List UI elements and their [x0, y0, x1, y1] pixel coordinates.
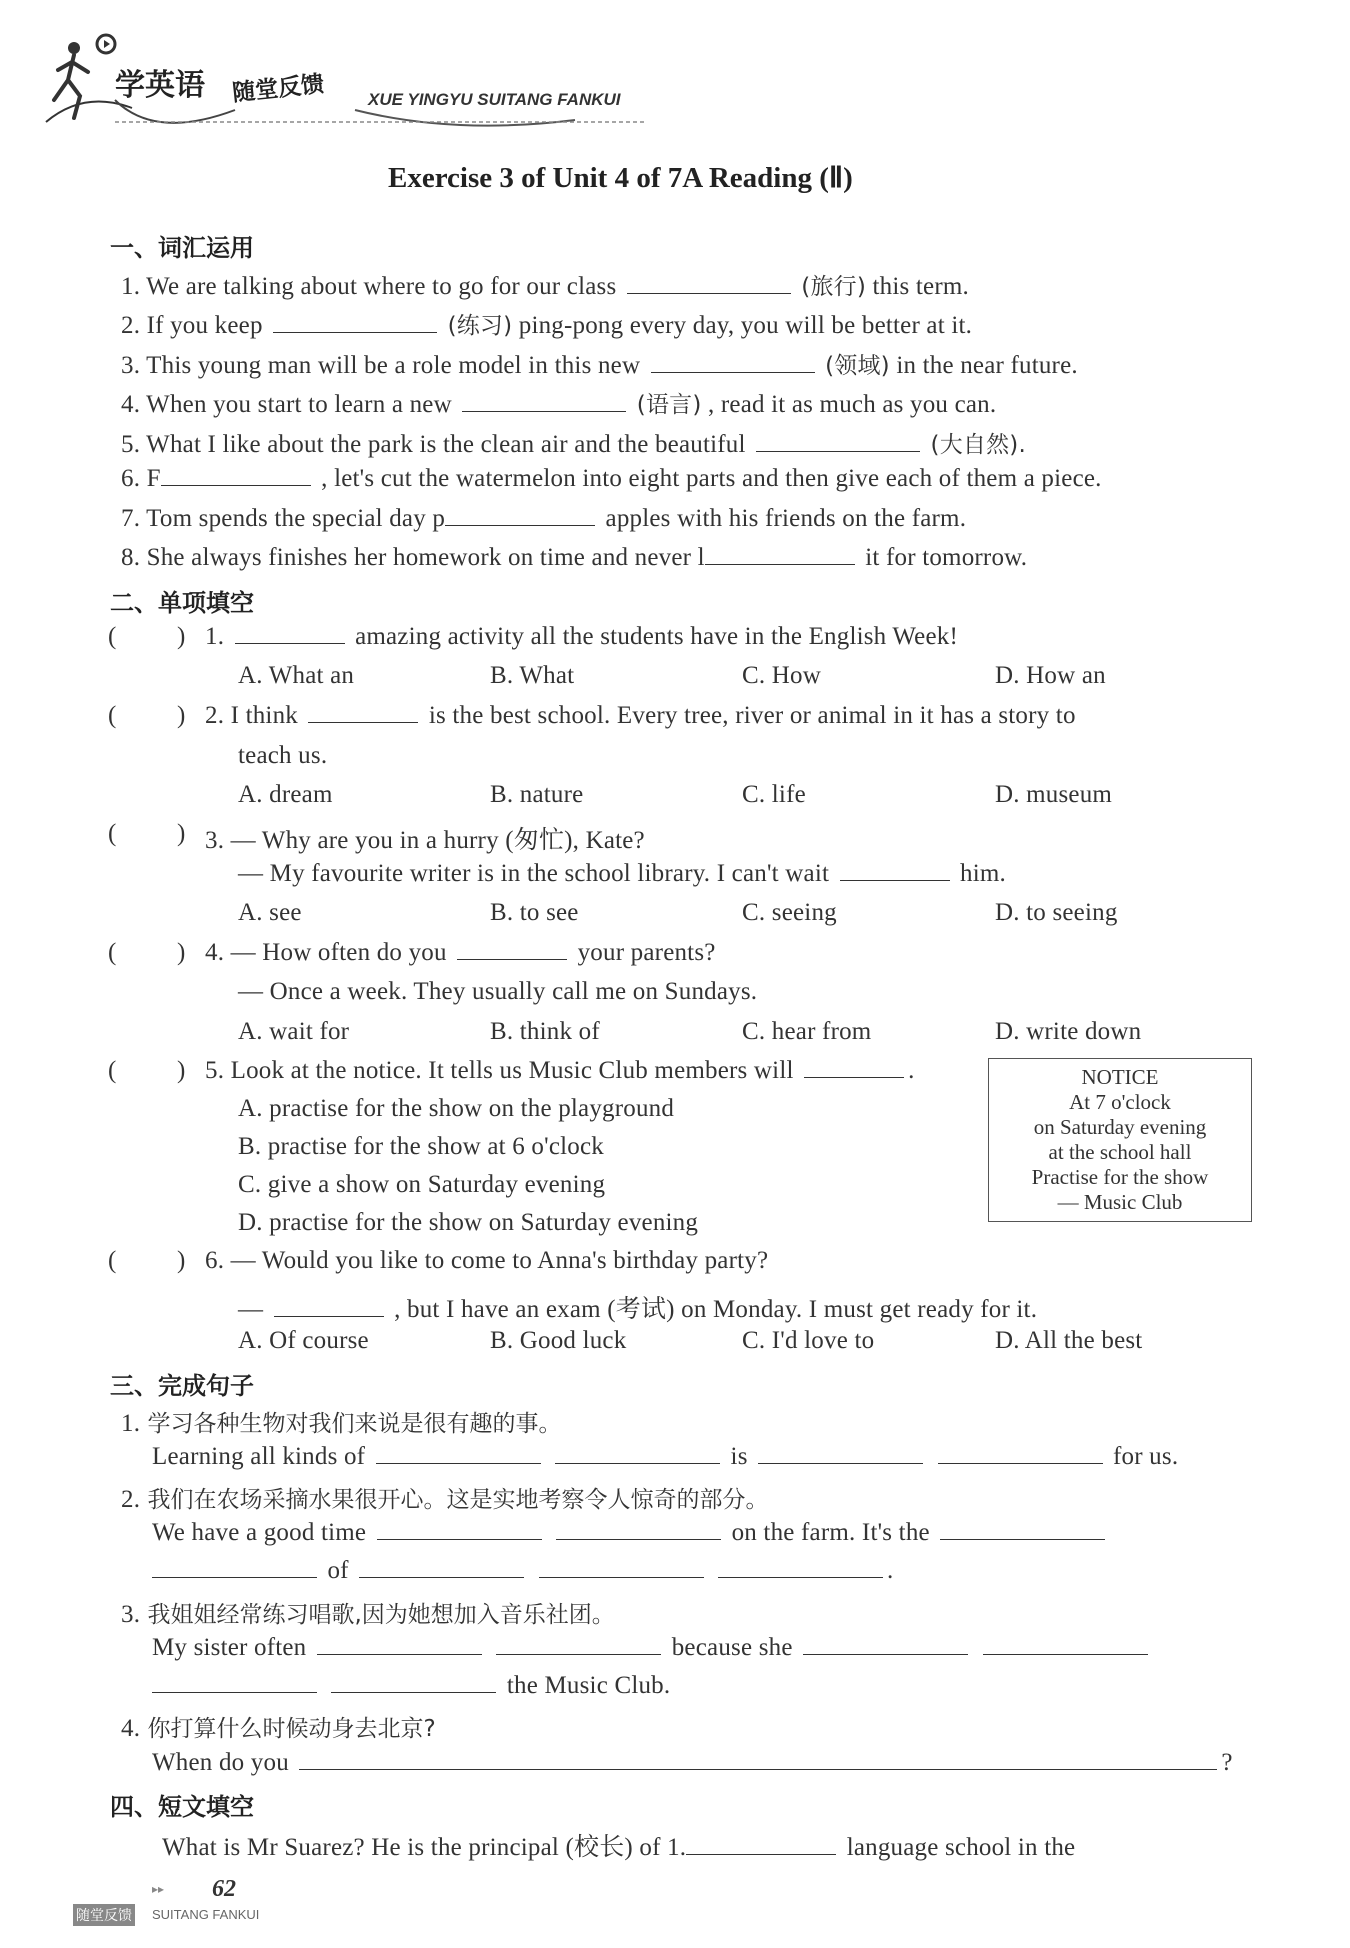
header-en-title: XUE YINGYU SUITANG FANKUI	[368, 90, 621, 109]
question-text: This young man will be a role model in this new	[146, 352, 641, 379]
header-cn-subtitle: 随堂反馈	[231, 71, 326, 107]
chinese-prompt	[121, 1710, 436, 1743]
question-row	[205, 1057, 915, 1085]
question-number: 1.	[205, 623, 225, 650]
chinese-prompt	[121, 1405, 561, 1438]
question-row	[121, 544, 1027, 572]
sentence-text: on the farm. It's the	[731, 1519, 930, 1546]
footer-en-text: SUITANG FANKUI	[152, 1907, 260, 1922]
option-c[interactable]: C. How	[742, 662, 821, 689]
question-number: 4.	[121, 391, 141, 418]
question-text: ping-pong every day, you will be better at it.	[518, 312, 973, 339]
arrow-icon: ▸▸	[152, 1882, 165, 1896]
page-title: Exercise 3 of Unit 4 of 7A Reading (Ⅱ)	[388, 162, 853, 194]
sentence-text: When do you	[152, 1749, 289, 1776]
question-row	[205, 623, 958, 651]
question-row	[238, 1289, 1037, 1325]
answer-blank[interactable]	[983, 1653, 1148, 1655]
answer-blank[interactable]	[496, 1653, 661, 1655]
passage-text: language school in the	[846, 1834, 1076, 1861]
question-text: your parents?	[577, 939, 716, 966]
question-number: 8.	[121, 544, 141, 571]
sentence-text: because she	[671, 1634, 793, 1661]
answer-row	[152, 1749, 1233, 1777]
question-text: teach us.	[238, 742, 328, 769]
notice-title: NOTICE	[1081, 1065, 1159, 1089]
answer-paren-right[interactable]: )	[177, 1057, 186, 1084]
option-a[interactable]: A. see	[238, 899, 302, 926]
option-d[interactable]: D. practise for the show on Saturday evening	[238, 1209, 699, 1236]
option-b[interactable]: B. think of	[490, 1018, 600, 1045]
question-row	[205, 1247, 768, 1275]
question-row	[205, 702, 1076, 730]
notice-line: At 7 o'clock	[1069, 1090, 1171, 1114]
notice-box	[988, 1058, 1252, 1222]
option-a[interactable]: A. practise for the show on the playground	[238, 1095, 675, 1122]
answer-paren-right[interactable]: )	[177, 1247, 186, 1274]
section-heading: 三、完成句子	[110, 1372, 254, 1400]
answer-blank[interactable]	[317, 1653, 482, 1655]
answer-blank[interactable]	[539, 1576, 704, 1578]
answer-blank[interactable]	[308, 721, 418, 723]
sentence-text: is	[730, 1443, 748, 1470]
answer-blank[interactable]	[718, 1576, 883, 1578]
option-b[interactable]: B. nature	[490, 781, 584, 808]
question-text: this term.	[872, 273, 969, 300]
question-text: When you start to learn a new	[146, 391, 452, 418]
answer-blank[interactable]	[457, 958, 567, 960]
answer-blank[interactable]	[273, 331, 437, 333]
option-a[interactable]: A. Of course	[238, 1327, 369, 1354]
question-text: .	[908, 1057, 915, 1084]
option-b[interactable]: B. to see	[490, 899, 579, 926]
sentence-text: We have a good time	[152, 1519, 367, 1546]
question-text: — Why are you in a hurry (匆忙), Kate?	[230, 827, 645, 854]
sentence-text: ?	[1221, 1749, 1233, 1776]
option-a[interactable]: A. dream	[238, 781, 333, 808]
answer-blank[interactable]	[555, 1462, 720, 1464]
answer-paren-right[interactable]: )	[177, 702, 186, 729]
option-b[interactable]: B. practise for the show at 6 o'clock	[238, 1133, 604, 1160]
answer-blank[interactable]	[445, 524, 595, 526]
answer-blank[interactable]	[462, 410, 626, 412]
question-row	[121, 307, 972, 340]
chinese-sentence: 学习各种生物对我们来说是很有趣的事。	[147, 1411, 562, 1437]
passage-line	[162, 1827, 1075, 1863]
answer-paren-right[interactable]: )	[177, 820, 186, 847]
question-row	[238, 860, 1006, 888]
chinese-prompt	[121, 1481, 768, 1514]
option-d[interactable]: D. museum	[995, 781, 1113, 808]
hint-text: (练习)	[447, 313, 513, 339]
question-row	[121, 268, 969, 301]
answer-row	[148, 1672, 670, 1700]
answer-paren-left: (	[108, 939, 117, 966]
chinese-prompt	[121, 1596, 615, 1629]
sentence-text: .	[887, 1557, 894, 1584]
answer-blank[interactable]	[940, 1538, 1105, 1540]
question-text: — Once a week. They usually call me on Sundays.	[238, 978, 758, 1005]
option-d[interactable]: D. to seeing	[995, 899, 1118, 926]
question-row	[205, 939, 716, 967]
question-text: I think	[230, 702, 298, 729]
answer-paren-left: (	[108, 820, 117, 847]
answer-blank[interactable]	[235, 642, 345, 644]
question-row	[121, 465, 1102, 493]
answer-paren-left: (	[108, 1247, 117, 1274]
hint-text: (领域)	[825, 353, 890, 379]
question-number: 3.	[121, 352, 141, 379]
answer-row	[152, 1519, 1109, 1547]
option-c[interactable]: C. give a show on Saturday evening	[238, 1171, 606, 1198]
question-text: , read it as much as you can.	[707, 391, 997, 418]
question-number: 4.	[205, 939, 225, 966]
answer-blank[interactable]	[840, 879, 950, 881]
chinese-sentence: 我姐姐经常练习唱歌,因为她想加入音乐社团。	[147, 1602, 615, 1628]
question-number: 3.	[205, 827, 225, 854]
answer-row	[152, 1634, 1152, 1662]
answer-blank[interactable]	[705, 563, 855, 565]
question-row	[121, 505, 966, 533]
question-text: What I like about the park is the clean air and the beautiful	[146, 431, 746, 458]
question-number: 1.	[121, 1410, 141, 1437]
first-letter: l	[697, 544, 705, 571]
answer-blank[interactable]	[756, 450, 920, 452]
question-number: 6.	[205, 1247, 225, 1274]
option-a[interactable]: A. What an	[238, 662, 355, 689]
question-text: We are talking about where to go for our class	[146, 273, 617, 300]
option-b[interactable]: B. Good luck	[490, 1327, 627, 1354]
sentence-text: of	[327, 1557, 349, 1584]
answer-blank[interactable]	[803, 1653, 968, 1655]
question-text: — Would you like to come to Anna's birthday party?	[230, 1247, 769, 1274]
question-text: amazing activity all the students have in the English Week!	[355, 623, 958, 650]
chinese-sentence: 你打算什么时候动身去北京?	[147, 1716, 436, 1742]
answer-blank[interactable]	[152, 1691, 317, 1693]
question-row	[121, 426, 1026, 459]
footer-badge: 随堂反馈	[73, 1904, 135, 1926]
option-b[interactable]: B. What	[490, 662, 575, 689]
option-c[interactable]: C. I'd love to	[742, 1327, 875, 1354]
notice-line: on Saturday evening	[1033, 1115, 1207, 1139]
option-c[interactable]: C. seeing	[742, 899, 837, 926]
sentence-text: Learning all kinds of	[152, 1443, 366, 1470]
question-number: 1.	[121, 273, 141, 300]
question-text: , let's cut the watermelon into eight parts and then give each of them a piece.	[321, 465, 1102, 492]
notice-line: at the school hall	[1048, 1140, 1192, 1164]
passage-text: What is Mr Suarez? He is the principal (校长) of 1.	[162, 1834, 687, 1861]
first-letter: p	[432, 505, 446, 532]
question-text: apples with his friends on the farm.	[605, 505, 967, 532]
answer-blank[interactable]	[686, 1853, 836, 1855]
first-letter: F	[146, 465, 161, 492]
answer-paren-right[interactable]: )	[177, 623, 186, 650]
question-number: 2.	[205, 702, 225, 729]
hint-text: (大自然).	[930, 432, 1026, 458]
question-text: it for tomorrow.	[865, 544, 1028, 571]
option-d[interactable]: D. All the best	[995, 1327, 1143, 1354]
question-text: in the near future.	[896, 352, 1078, 379]
header-cn-title: 学英语	[115, 68, 205, 103]
answer-blank[interactable]	[758, 1462, 923, 1464]
question-row	[121, 386, 996, 419]
answer-row	[152, 1443, 1178, 1471]
chinese-sentence: 我们在农场采摘水果很开心。这是实地考察令人惊奇的部分。	[147, 1487, 769, 1513]
question-text: , but I have an exam (考试) on Monday. I must get ready for it.	[394, 1296, 1038, 1323]
answer-paren-right[interactable]: )	[177, 939, 186, 966]
sentence-text: My sister often	[152, 1634, 307, 1661]
hint-text: (旅行)	[801, 274, 867, 300]
question-text: Look at the notice. It tells us Music Club members will	[230, 1057, 794, 1084]
answer-blank[interactable]	[359, 1576, 524, 1578]
question-text: Tom spends the special day	[146, 505, 426, 532]
answer-blank[interactable]	[376, 1462, 541, 1464]
question-number: 4.	[121, 1715, 141, 1742]
question-number: 3.	[121, 1601, 141, 1628]
section-heading: 四、短文填空	[110, 1793, 254, 1821]
question-number: 2.	[121, 312, 141, 339]
answer-paren-left: (	[108, 1057, 117, 1084]
option-d[interactable]: D. write down	[995, 1018, 1142, 1045]
answer-blank[interactable]	[938, 1462, 1103, 1464]
answer-blank[interactable]	[627, 292, 791, 294]
answer-blank[interactable]	[377, 1538, 542, 1540]
question-text: If you keep	[146, 312, 263, 339]
question-text: him.	[960, 860, 1006, 887]
answer-paren-left: (	[108, 623, 117, 650]
question-number: 5.	[205, 1057, 225, 1084]
answer-blank[interactable]	[299, 1768, 1217, 1770]
question-number: 6.	[121, 465, 141, 492]
question-row	[121, 347, 1078, 380]
answer-blank[interactable]	[651, 371, 815, 373]
answer-row	[148, 1557, 894, 1585]
question-number: 5.	[121, 431, 141, 458]
answer-blank[interactable]	[556, 1538, 721, 1540]
hint-text: (语言)	[636, 392, 702, 418]
question-text: — How often do you	[230, 939, 447, 966]
question-text: is the best school. Every tree, river or animal in it has a story to	[428, 702, 1076, 729]
question-text: — My favourite writer is in the school library. I can't wait	[238, 860, 830, 887]
question-text: —	[238, 1296, 264, 1323]
option-d[interactable]: D. How an	[995, 662, 1106, 689]
answer-paren-left: (	[108, 702, 117, 729]
answer-blank[interactable]	[331, 1691, 496, 1693]
option-c[interactable]: C. life	[742, 781, 806, 808]
page-number: 62	[212, 1876, 236, 1902]
answer-blank[interactable]	[274, 1315, 384, 1317]
question-number: 2.	[121, 1486, 141, 1513]
option-c[interactable]: C. hear from	[742, 1018, 872, 1045]
sentence-text: for us.	[1112, 1443, 1179, 1470]
answer-blank[interactable]	[152, 1576, 317, 1578]
section-heading: 一、词汇运用	[110, 234, 254, 262]
question-text: She always finishes her homework on time and never	[146, 544, 692, 571]
section-heading: 二、单项填空	[110, 589, 254, 617]
notice-line: Practise for the show	[1031, 1165, 1209, 1189]
question-number: 7.	[121, 505, 141, 532]
answer-blank[interactable]	[161, 484, 311, 486]
answer-blank[interactable]	[804, 1076, 904, 1078]
notice-signature: — Music Club	[1057, 1190, 1183, 1214]
option-a[interactable]: A. wait for	[238, 1018, 350, 1045]
question-row	[205, 820, 645, 856]
sentence-text: the Music Club.	[506, 1672, 671, 1699]
